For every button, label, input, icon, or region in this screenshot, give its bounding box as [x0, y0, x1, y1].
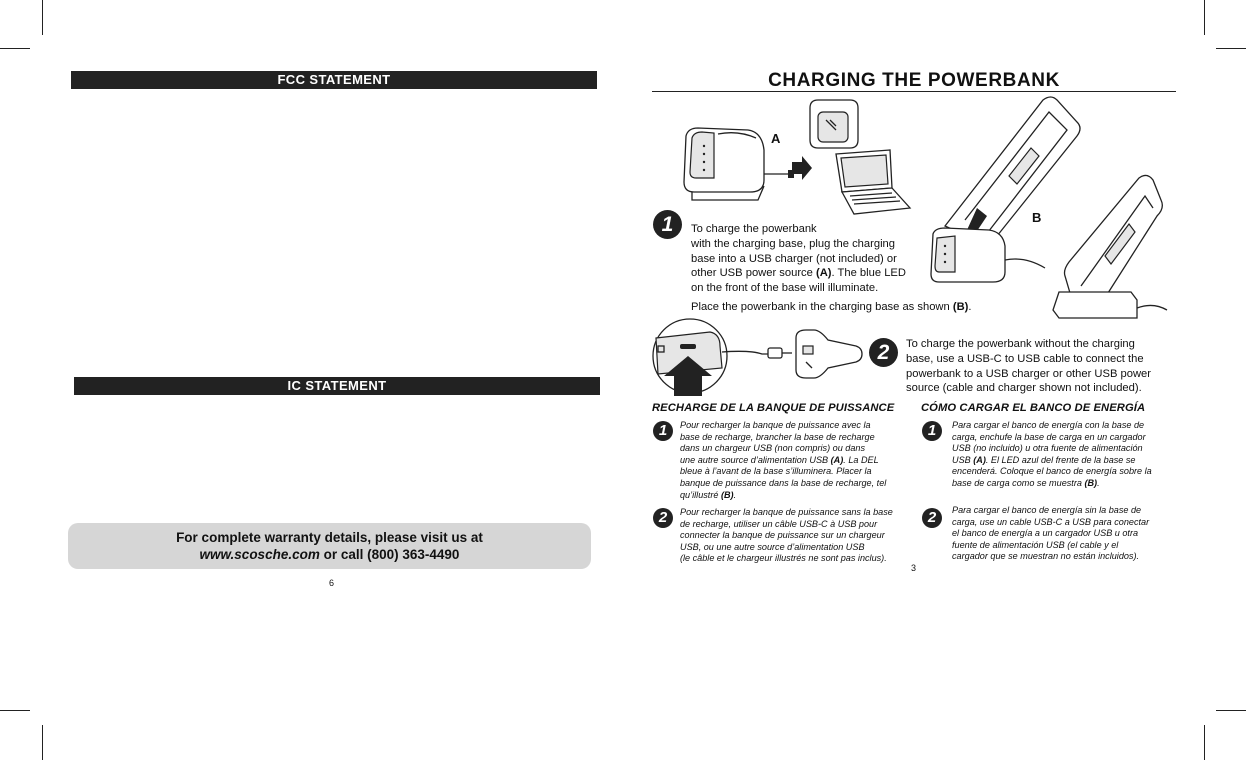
french-heading: RECHARGE DE LA BANQUE DE PUISSANCE	[652, 402, 895, 414]
es-line: encenderá. Coloque el banco de energía sobre la	[952, 466, 1152, 477]
fr-step-1-text	[680, 420, 920, 501]
es-line: USB (A). El LED azul del frente de la base se	[952, 454, 1136, 465]
illustration-charging-base-sources	[678, 96, 913, 230]
fr-line: Pour recharger la banque de puissance sans la base	[680, 507, 893, 517]
step-1-place-line: Place the powerbank in the charging base as shown (B).	[691, 300, 972, 313]
es-line: cargador que se muestran no están incluidos).	[952, 551, 1140, 562]
step-1-line: with the charging base, plug the charging	[691, 237, 895, 250]
crop-mark	[42, 725, 43, 760]
warranty-line-1: For complete warranty details, please visit us at	[176, 530, 483, 545]
es-line: base de carga como se muestra (B).	[952, 477, 1100, 488]
fr-step-2-text	[680, 507, 920, 565]
es-line: USB (no incluido) u otra fuente de alimentación	[952, 443, 1143, 454]
step-1-badge: 1	[653, 210, 682, 239]
crop-mark	[1204, 725, 1205, 760]
es-line: carga, enchufe la base de carga en un cargador	[952, 431, 1146, 442]
fr-line: base de recharge, brancher la base de recharge	[680, 431, 875, 442]
step-1-line: on the front of the base will illuminate.	[691, 282, 879, 295]
crop-mark	[0, 48, 30, 49]
step-1-line: To charge the powerbank	[691, 223, 817, 235]
crop-mark	[0, 710, 30, 711]
step-2-line: To charge the powerbank without the charging	[906, 338, 1135, 350]
warranty-line-2	[68, 546, 591, 563]
fr-line: dans un chargeur USB (non compris) ou dans	[680, 443, 866, 454]
fcc-heading: FCC STATEMENT	[71, 71, 597, 89]
fr-line: (le câble et le chargeur illustrés ne sont pas inclus).	[680, 553, 887, 564]
page-title: CHARGING THE POWERBANK	[768, 70, 1060, 91]
warranty-phone: or call (800) 363-4490	[319, 547, 460, 562]
step-1-line: other USB power source (A). The blue LED	[691, 267, 906, 280]
es-step-1-text	[952, 420, 1177, 490]
crop-mark	[42, 0, 43, 35]
es-step-2-text	[952, 505, 1177, 563]
step-2-line: powerbank to a USB charger or other USB power	[906, 367, 1152, 380]
page-number-left: 6	[329, 578, 335, 588]
es-step-2-badge: 2	[922, 508, 942, 528]
crop-mark	[1216, 710, 1246, 711]
fr-step-2-badge: 2	[653, 508, 673, 528]
es-step-1-badge: 1	[922, 421, 942, 441]
es-line: Para cargar el banco de energía con la base de	[952, 420, 1145, 430]
fr-step-1-badge: 1	[653, 421, 673, 441]
step-2-line: source (cable and charger shown not included).	[906, 382, 1142, 395]
step-1-text	[691, 222, 972, 315]
ic-heading: IC STATEMENT	[74, 377, 600, 395]
fr-line: banque de puissance dans la base de recharge, tel	[680, 477, 887, 488]
crop-mark	[1216, 48, 1246, 49]
es-line: fuente de alimentación USB (el cable y el	[952, 539, 1119, 550]
label-a: A	[771, 131, 781, 146]
fr-line: connecter la banque de puissance sur un chargeur	[680, 530, 885, 541]
es-line: Para cargar el banco de energía sin la base de	[952, 505, 1142, 515]
step-2-line: base, use a USB-C to USB cable to connect the	[906, 352, 1144, 365]
es-line: carga, use un cable USB-C a USB para conectar	[952, 516, 1150, 527]
page-number-right: 3	[911, 563, 917, 573]
step-2-text	[906, 337, 1178, 396]
illustration-powerbank-in-base	[925, 96, 1170, 328]
warranty-box	[68, 523, 591, 569]
es-line: el banco de energía a un cargador USB u otra	[952, 528, 1139, 539]
fr-line: de recharge, utiliser un câble USB-C à USB pour	[680, 518, 878, 529]
fr-line: qu’illustré (B).	[680, 489, 737, 500]
fr-line: Pour recharger la banque de puissance avec la	[680, 420, 871, 430]
spanish-heading: CÓMO CARGAR EL BANCO DE ENERGÍA	[921, 402, 1146, 414]
step-1-line: base into a USB charger (not included) or	[691, 252, 897, 265]
crop-mark	[1204, 0, 1205, 35]
title-rule	[652, 91, 1176, 92]
fr-line: USB, ou une autre source d’alimentation USB	[680, 541, 865, 552]
warranty-url[interactable]: www.scosche.com	[199, 547, 320, 562]
fr-line: une autre source d’alimentation USB (A). La DEL	[680, 454, 879, 465]
label-b: B	[1032, 210, 1042, 225]
step-2-badge: 2	[869, 338, 898, 367]
fr-line: bleue à l’avant de la base s’illuminera. Placer la	[680, 466, 872, 477]
illustration-usb-c-cable	[650, 316, 865, 396]
